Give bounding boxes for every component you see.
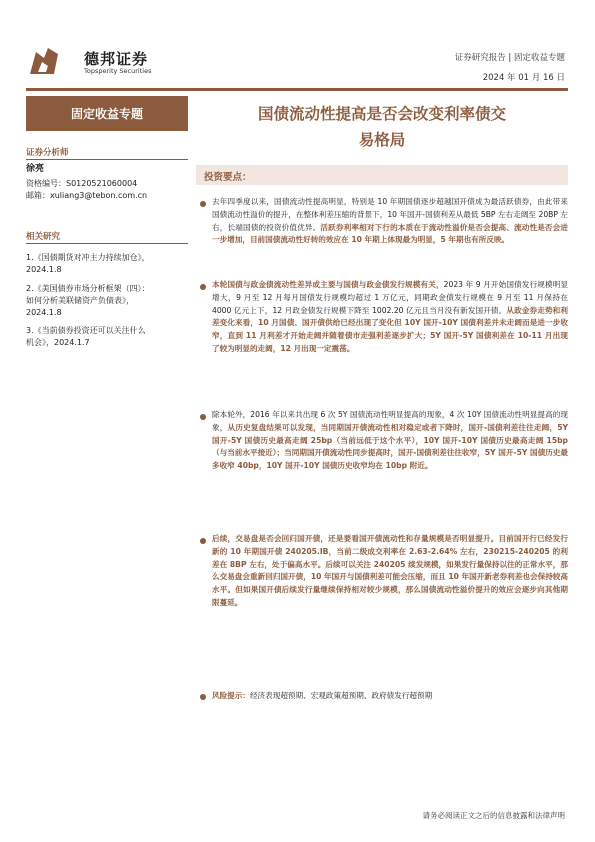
bullet-icon [200, 694, 206, 700]
bullet-icon [200, 538, 206, 544]
analyst-rule [26, 159, 188, 160]
related-item[interactable]: 2.《美国债券市场分析框架（四）： [26, 284, 150, 293]
key-point-3 [212, 409, 568, 473]
risk-warning [212, 690, 568, 701]
related-item[interactable]: 3.《当前债券投资还可以关注什么 [26, 326, 146, 335]
analyst-cert: 资格编号：S0120521060004 [26, 179, 138, 188]
point-highlight: 从政金券走势和利差变化来看，10 月国债、国开债供给已经出现了变化但 10Y 国开-10Y 国债利差并未走阔而是进一步收窄，直到 11 月利差才开始走阔并随着债市走强利差逐步扩大；5Y 国开-5Y 国债利差在 10-11 月出现了较为明显的走阔，12 月出现一定震荡。 [212, 305, 568, 353]
point-highlight: 后续，交易盘是否会回归国开债，还是要看国开债流动性和存量规模是否明显提升。目前国开行已经发行新的 10 年期国开债 240205.IB，当前二级成交利率在 2.63-2.64% 左右，230215-240205 的利差在 8BP 左右，处于偏高水平。后续可以关注 240205 续发规模，如果发行量保持以往的正常水平，那么交易盘会重新回归国开债，10 年国开与国债利差可能会压缩，而且 10 年国开新老券利差也会保持较高水平。但如果国开债后续发行量继续保持相对较少规模，那么国债流动性溢价提升的效应会逐步向其他期限蔓延。 [212, 534, 568, 607]
brand-logo-icon [26, 44, 62, 80]
point-highlight: 本轮国债与政金债流动性差异或主要与国债与政金债发行规模有关， [212, 280, 444, 289]
related-item[interactable]: 如何分析美联储资产负债表》， [26, 296, 134, 305]
page-title [196, 101, 568, 153]
bullet-icon [200, 414, 206, 420]
related-heading: 相关研究 [26, 232, 61, 242]
analyst-name: 徐亮 [26, 164, 45, 174]
footer-disclaimer: 请务必阅读正文之后的信息披露和法律声明 [422, 811, 565, 820]
report-type: 证券研究报告 | 固定收益专题 [454, 53, 565, 63]
related-item[interactable]: 1.《国债期货对冲主力持续加仓》， [26, 253, 150, 262]
point-highlight: 活跃券利率相对下行的本质在于流动性溢价是否会提高、流动性是否会进一步增加，目前国债流动性好转的效应在 10 年期上体现最为明显，5 年期也有所反映。 [212, 222, 569, 245]
risk-label: 风险提示： [212, 691, 250, 700]
brand-name-cn: 德邦证券 [84, 50, 149, 68]
risk-text: 经济表现超预期、宏观政策超预期、政府债发行超预期 [249, 691, 433, 700]
related-rule [26, 243, 188, 244]
point-text: 除本轮外，2016 年以来共出现 6 次 5Y 国债流动性明显提高的现象，4 次 10Y 国债流动性明显提高的现象， [212, 410, 568, 432]
point-text: 去年四季度以来，国债流动性提高明显，特别是 10 年期国债逐步超越国开债成为最活跃债券，由此带来国债流动性溢价的提升，在整体利差压缩的背景下，10 年国开-国债利差从最低 5BP 左右走阔至 20BP 左右，长端国债的投资价值优异。 [212, 197, 568, 232]
key-point-4 [212, 533, 568, 610]
title-line: 国债流动性提高是否会改变利率债交 [257, 105, 506, 123]
report-date: 2024 年 01 月 16 日 [482, 73, 565, 83]
related-item[interactable]: 2024.1.8 [26, 265, 62, 274]
related-item[interactable]: 2024.1.8 [26, 308, 62, 317]
key-point-1 [212, 196, 568, 247]
bullet-icon [200, 284, 206, 290]
sidebar-banner: 固定收益专题 [26, 96, 188, 131]
related-item[interactable]: 机会》，2024.1.7 [26, 338, 90, 347]
point-highlight: 从历史复盘结果可以发现，当同期国开债流动性相对稳定或者下降时，国开-国债利差往往走阔，5Y 国开-5Y 国债历史最高走阔 25bp（当前远低于这个水平），10Y 国开-10Y 国债历史最高走阔 15bp（与当前水平接近）；当同期国开债流动性同步提高时，国开-国债利差往往收窄，5Y 国开-5Y 国债历史最多收窄 40bp，10Y 国开-10Y 国债历史收窄均在 10bp 附近。 [212, 422, 568, 471]
brand-name-en: Topsperity Securities [84, 67, 152, 75]
point-text: 2023 年 9 月开始国债发行规模明显增大，9 月至 12 月每月国债发行规模均超过 1 万亿元，同期政金债发行规模在 9 月至 11 月保持在 4000 亿元上下，12 月政金债发行规模下降至 1002.20 亿元且当月没有新发国开债。 [212, 280, 568, 315]
bullet-icon [200, 201, 206, 207]
header-divider [26, 88, 568, 91]
analyst-heading: 证券分析师 [26, 148, 69, 158]
key-points-label: 投资要点： [204, 172, 252, 183]
analyst-email: 邮箱：xuliang3@tebon.com.cn [26, 191, 148, 200]
key-point-2 [212, 279, 568, 356]
title-line: 易格局 [358, 131, 406, 149]
